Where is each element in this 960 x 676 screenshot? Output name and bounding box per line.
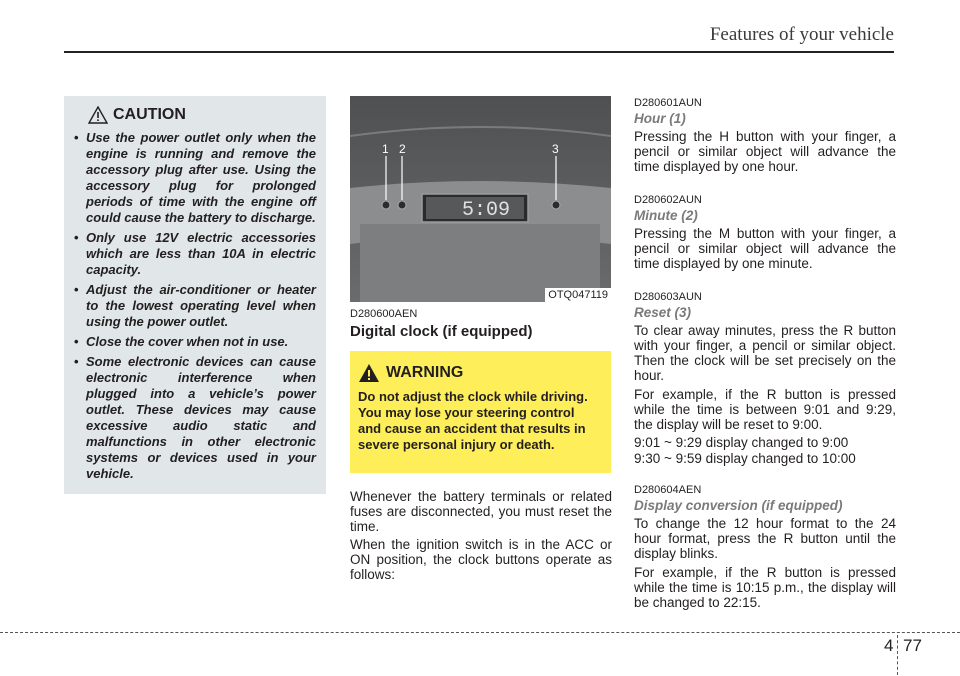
page-header-title: Features of your vehicle [709,24,894,45]
hour-title: Hour (1) [634,111,686,126]
warning-triangle-icon [358,363,380,383]
reset-code: D280603AUN [634,291,702,303]
caution-item: • Some electronic devices can cause electronic interference when plugged into a vehicle’s power outlet. These devices may cause excessive audio static and malfunctions in other electronic systems or devices used in your vehicle. [72,354,316,482]
minute-title: Minute (2) [634,208,698,223]
reset-range-1: 9:01 ~ 9:29 display changed to 9:00 [634,435,849,450]
clock-paragraph: Whenever the battery terminals or related fuses are disconnected, you must reset the time. [350,489,612,534]
hour-text: Pressing the H button with your finger, a pencil or similar object will advance the time displayed by one hour. [634,129,896,174]
warning-text: Do not adjust the clock while driving. You may lose your steering control and cause an accident that results in severe personal injury or death. [358,389,588,452]
warning-box [350,351,611,473]
reset-example: For example, if the R button is pressed while the time is between 9:01 and 9:29, the display will be reset to 9:00. [634,387,896,432]
footer-rule [0,632,960,633]
caution-list [72,130,316,482]
figure-code: OTQ047119 [545,288,611,302]
reset-range-2: 9:30 ~ 9:59 display changed to 10:00 [634,451,856,466]
warning-title: WARNING [386,364,464,381]
caution-box [64,96,326,494]
conversion-title: Display conversion (if equipped) [634,498,843,513]
conversion-code: D280604AEN [634,484,702,496]
caution-item: • Use the power outlet only when the engine is running and remove the accessory plug after use. Using the accessory plug for prolonged periods of time with the engine off could cause the battery to discharge. [72,130,316,226]
warning-triangle-icon [88,106,108,124]
page-divider [897,635,898,675]
caution-header [72,102,316,128]
header-rule [64,51,894,53]
conversion-example: For example, if the R button is pressed while the time is 10:15 p.m., the display will be changed to 22:15. [634,565,896,610]
clock-panel-illustration [350,96,611,302]
minute-code: D280602AUN [634,194,702,206]
section-code: D280600AEN [350,308,418,320]
reset-text: To clear away minutes, press the R button with your finger, a pencil or similar object. Then the clock will be set precisely on the hour. [634,323,896,383]
clock-paragraph: When the ignition switch is in the ACC or ON position, the clock buttons operate as follows: [350,537,612,582]
page-number: 77 [903,636,922,655]
conversion-text: To change the 12 hour format to the 24 hour format, press the R button until the display blinks. [634,516,896,561]
warning-header [358,361,601,385]
reset-title: Reset (3) [634,305,692,320]
hour-code: D280601AUN [634,97,702,109]
callout-1: 1 [382,142,389,156]
caution-item: • Only use 12V electric accessories which are less than 10A in electric capacity. [72,230,316,278]
callout-2: 2 [399,142,406,156]
caution-item: • Adjust the air-conditioner or heater to the lowest operating level when using the power outlet. [72,282,316,330]
section-number: 4 [884,636,894,655]
caution-item: • Close the cover when not in use. [72,334,316,350]
caution-title: CAUTION [113,106,186,123]
callout-3: 3 [552,142,559,156]
clock-figure [350,96,611,302]
minute-text: Pressing the M button with your finger, a pencil or similar object will advance the time displayed by one minute. [634,226,896,271]
section-title: Digital clock (if equipped) [350,323,533,340]
clock-display-time: 5:09 [461,199,511,222]
